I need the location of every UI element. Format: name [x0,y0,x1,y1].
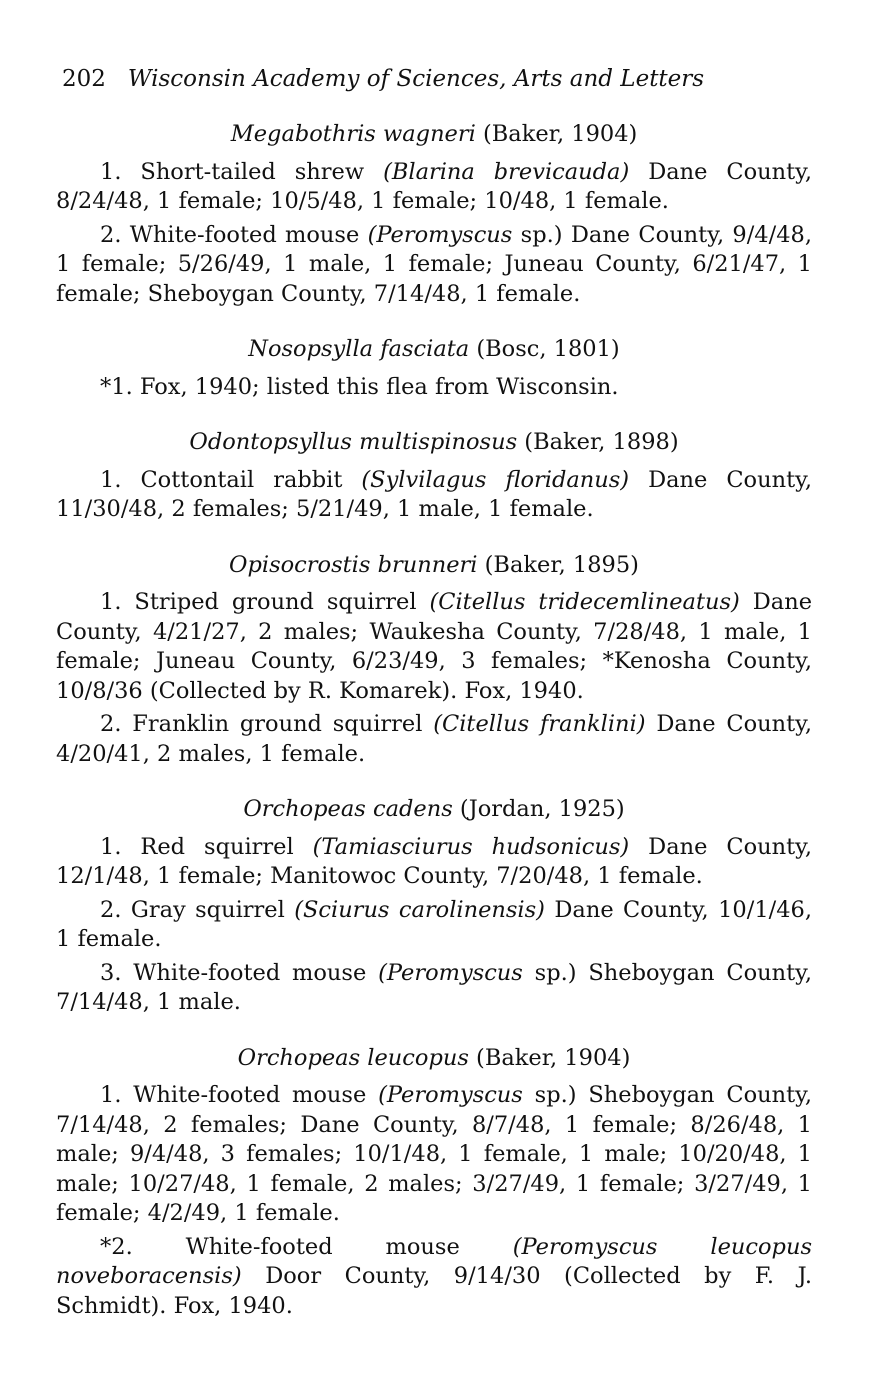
record-details: Dane County, 12/1/48, 1 female; Manitowoc County, 7/20/48, 1 female. [56,833,813,889]
host-common-name: White-footed mouse [133,959,367,986]
record-details: sp.) Sheboygan County, 7/14/48, 2 females; Dane County, 8/7/48, 1 female; 8/26/48, 1 male; 9/4/48, 3 females; 10/1/48, 1 female, 1 male; 10/20/48, 1 male; 10/27/48, 1 female, 2 males; 3/27/49, 1 female; 3/27/49, 1 female; 4/2/49, 1 female. [56,1082,813,1226]
host-common-name: Cottontail rabbit [140,466,343,493]
host-record [56,833,812,892]
host-record [56,1233,812,1322]
main-text [56,120,812,1325]
species-authority: (Baker, 1898) [524,429,679,455]
host-scientific-name: (Peromyscus [378,1082,523,1108]
page-number: 202 [62,66,106,92]
host-record [56,221,812,310]
record-details: Dane County, 4/20/41, 2 males, 1 female. [56,711,813,767]
running-header [62,64,704,94]
species-authority: (Bosc, 1801) [476,336,620,362]
host-scientific-name: (Peromyscus [378,959,523,986]
host-common-name: Gray squirrel [130,896,285,923]
host-scientific-name: (Blarina brevicauda) [383,158,630,185]
species-heading [56,1044,812,1074]
record-details: Fox, 1940; listed this flea from Wisconsin. [139,373,619,400]
species-name: Orchopeas cadens [243,796,453,822]
record-details: Dane County, 8/24/48, 1 female; 10/5/48, 1 female; 10/48, 1 female. [56,158,813,214]
record-number: 2. [100,711,122,737]
record-details: Door County, 9/14/30 (Collected by F. J. Schmidt). Fox, 1940. [56,1263,813,1319]
host-common-name: Striped ground squirrel [134,589,417,615]
host-scientific-name: (Citellus franklini) [433,711,646,737]
record-number: 1. [100,1082,122,1108]
record-number: *2. [100,1233,133,1260]
host-common-name: White-footed mouse [185,1233,460,1260]
journal-title: Wisconsin Academy of Sciences, Arts and Letters [127,66,705,92]
species-name: Opisocrostis brunneri [229,551,478,578]
host-common-name: Red squirrel [140,833,294,860]
record-details: sp.) Sheboygan County, 7/14/48, 1 male. [56,959,813,1015]
host-scientific-name: (Sylvilagus floridanus) [361,466,630,493]
record-number: 1. [100,466,122,493]
host-record [56,896,812,955]
species-authority: (Baker, 1904) [476,1044,631,1071]
species-heading [56,428,812,458]
species-name: Orchopeas leucopus [237,1044,469,1071]
species-name: Odontopsyllus multispinosus [189,429,518,455]
species-heading [56,120,812,150]
species-authority: (Baker, 1904) [482,121,638,147]
species-heading [56,795,812,825]
record-number: 2. [100,896,122,923]
record-number: *1. [100,373,133,400]
species-heading [56,335,812,365]
host-scientific-name: (Tamiasciurus hudsonicus) [312,833,630,860]
record-details: Dane County, 10/1/46, 1 female. [56,896,812,952]
host-record [56,588,812,706]
species-authority: (Baker, 1895) [484,551,639,578]
record-details: sp.) Dane County, 9/4/48, 1 female; 5/26/49, 1 male, 1 female; Juneau County, 6/21/47, 1 female; Sheboygan County, 7/14/48, 1 female. [56,221,812,307]
host-common-name: White-footed mouse [129,221,360,248]
host-record [56,373,812,403]
record-number: 2. [100,221,122,248]
host-record [56,158,812,217]
host-scientific-name: (Sciurus carolinensis) [294,896,545,923]
host-record [56,466,812,525]
species-name: Nosopsylla fasciata [248,336,470,362]
host-common-name: Franklin ground squirrel [132,711,423,737]
species-authority: (Jordan, 1925) [459,796,625,822]
species-name: Megabothris wagneri [230,121,476,147]
host-record [56,959,812,1018]
host-common-name: White-footed mouse [133,1082,367,1108]
record-number: 1. [100,158,122,185]
record-number: 1. [100,589,122,615]
species-heading [56,551,812,581]
host-scientific-name: (Peromyscus leucopus noveboracensis) [56,1233,812,1289]
record-details: Dane County, 4/21/27, 2 males; Waukesha County, 7/28/48, 1 male, 1 female; Juneau County, 6/23/49, 3 females; *Kenosha County, 10/8/36 (Collected by R. Komarek). Fox, 1940. [56,589,813,704]
host-scientific-name: (Peromyscus [367,221,513,248]
host-record [56,710,812,769]
record-details: Dane County, 11/30/48, 2 females; 5/21/49, 1 male, 1 female. [56,466,813,522]
host-record [56,1081,812,1229]
record-number: 1. [100,833,122,860]
host-scientific-name: (Citellus tridecemlineatus) [429,589,740,615]
record-number: 3. [100,959,122,986]
host-common-name: Short-tailed shrew [140,158,365,185]
